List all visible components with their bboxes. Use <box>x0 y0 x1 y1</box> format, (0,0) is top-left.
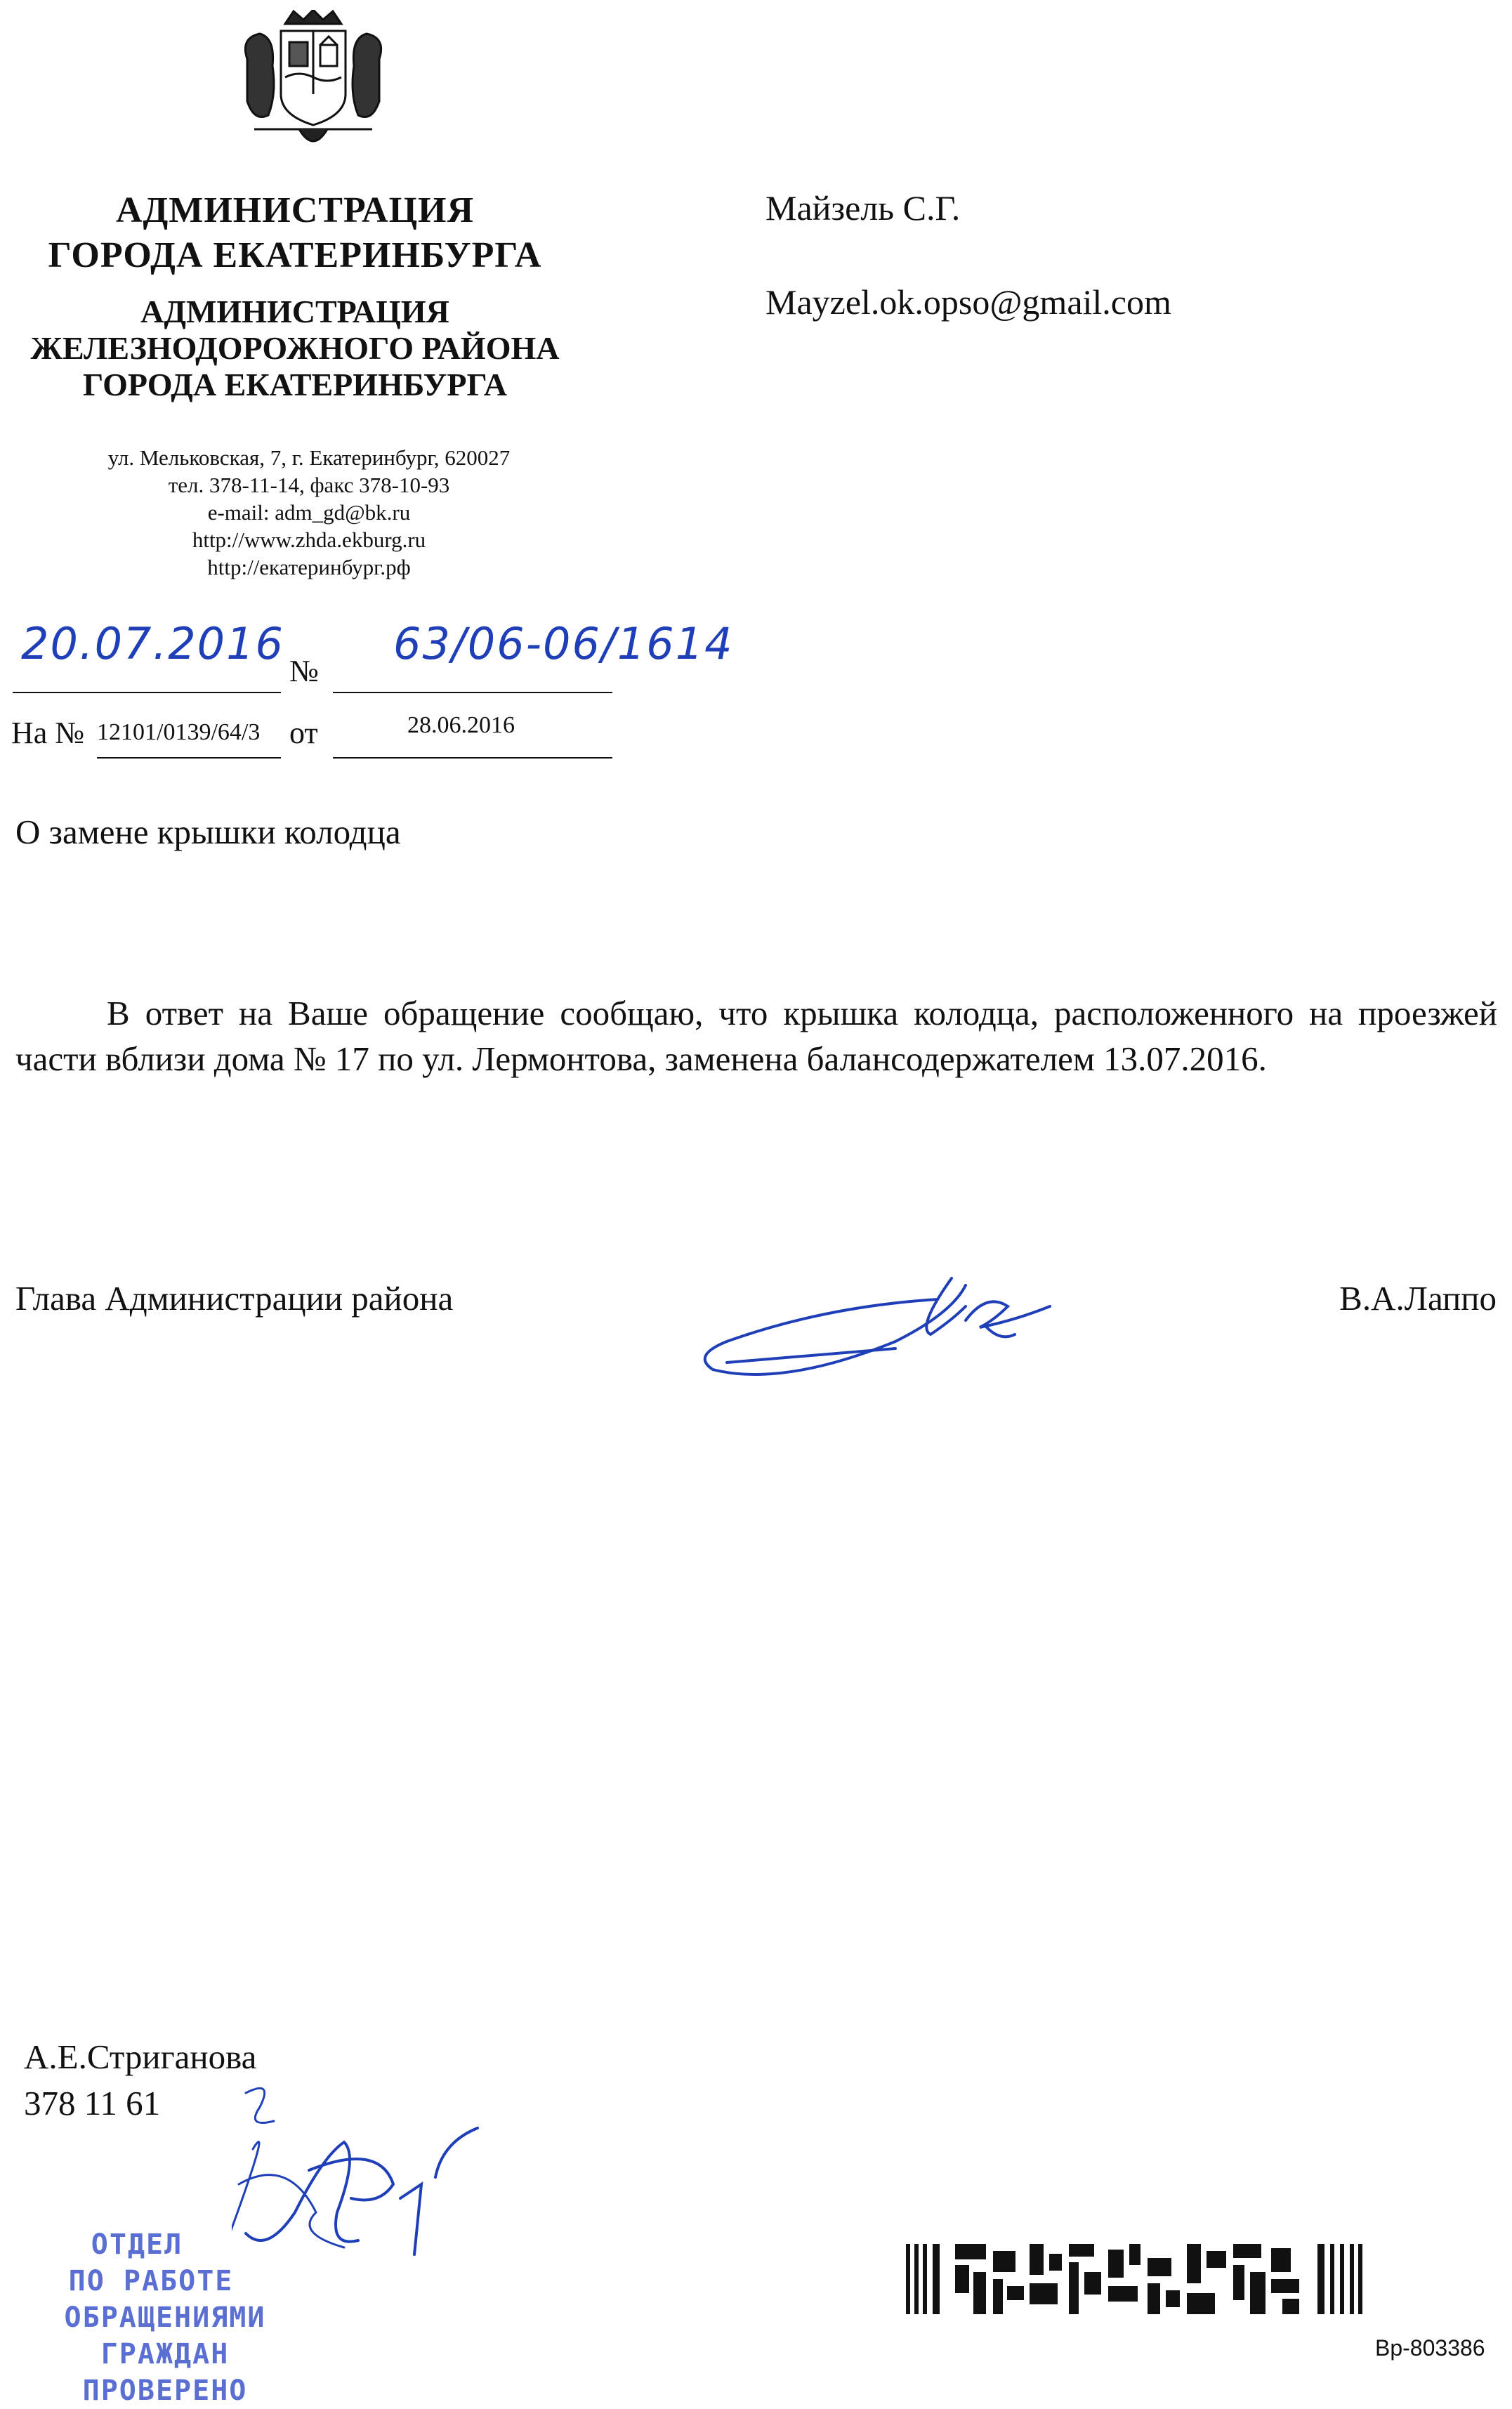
number-label: № <box>289 654 319 688</box>
verification-stamp: ОТДЕЛ ПО РАБОТЕ ОБРАЩЕНИЯМИ ГРАЖДАН ПРОВЕРЕНО <box>64 2229 266 2407</box>
city-coat-of-arms-icon <box>226 10 400 153</box>
city-administration-title: АДМИНИСТРАЦИЯ ГОРОДА ЕКАТЕРИНБУРГА <box>48 190 542 275</box>
executor-phone: 378 11 61 <box>24 2084 161 2122</box>
barcode-id: Вр-803386 <box>1375 2335 1485 2361</box>
district-administration-title: АДМИНИСТРАЦИЯ ЖЕЛЕЗНОДОРОЖНОГО РАЙОНА ГОРОДА ЕКАТЕРИНБУРГА <box>30 294 560 402</box>
in-reply-label: На № <box>11 716 85 750</box>
signatory-position: Глава Администрации района <box>15 1279 454 1318</box>
in-reply-number-line <box>97 757 281 759</box>
verifier-signature-icon <box>239 2114 492 2283</box>
in-reply-date: 28.06.2016 <box>407 712 515 738</box>
addressee-name: Майзель С.Г. <box>765 188 961 228</box>
from-label: от <box>289 716 318 750</box>
date-line <box>13 692 281 693</box>
addressee-email: Mayzel.ok.opso@gmail.com <box>765 282 1171 322</box>
handwritten-signature-icon <box>685 1257 1064 1391</box>
outgoing-number: 63/06-06/1614 <box>393 618 734 669</box>
in-reply-number: 12101/0139/64/3 <box>97 719 261 745</box>
address: ул. Мельковская, 7, г. Екатеринбург, 620027 <box>107 445 511 470</box>
contact-block <box>0 444 618 581</box>
email: e-mail: adm_gd@bk.ru <box>207 500 411 525</box>
outgoing-date: 20.07.2016 <box>21 618 284 669</box>
website-rf: http://екатеринбург.рф <box>207 555 411 579</box>
in-reply-date-line <box>333 757 612 759</box>
signatory-name: В.А.Лаппо <box>1339 1279 1497 1318</box>
website: http://www.zhda.ekburg.ru <box>192 527 426 552</box>
letter-body: В ответ на Ваше обращение сообщаю, что крышка колодца, расположенного на проезжей части вблизи дома № 17 по ул. Лермонтова, заменена балансодержателем 13.07.2016. <box>15 994 1497 1078</box>
number-line <box>333 692 612 693</box>
document-barcode-icon <box>906 2244 1362 2314</box>
phone-fax: тел. 378-11-14, факс 378-10-93 <box>168 473 450 497</box>
subject-line: О замене крышки колодца <box>15 813 401 851</box>
executor-name: А.Е.Стриганова <box>24 2037 257 2076</box>
